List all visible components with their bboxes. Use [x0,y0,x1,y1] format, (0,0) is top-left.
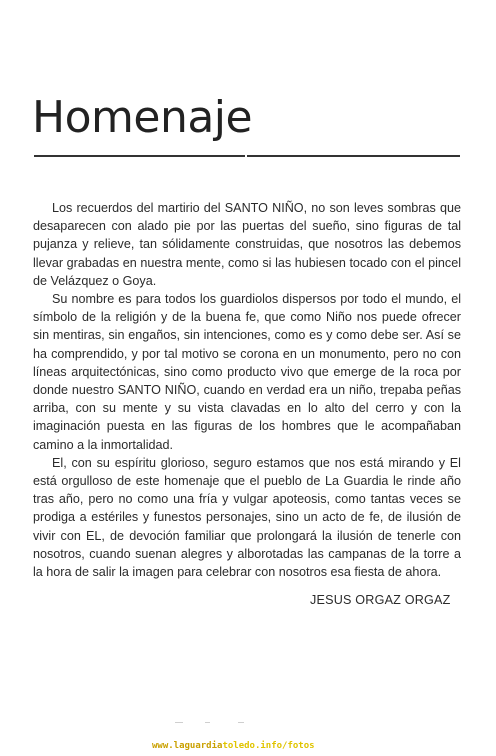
paragraph-1: Los recuerdos del martirio del SANTO NIÑO, no son leves sombras que desaparecen con alado pie por las puertas del sueño, sino figuras de tal pujanza y relieve, tan sólidamente construidas, que nosotros las debemos llevar grabadas en nuestra mente, como si las hubiesen tocado con el pincel de Velázquez o Goya. [33,201,461,288]
article-body [33,199,461,581]
paragraph-3: El, con su espíritu glorioso, seguro estamos que nos está mirando y El está orgulloso de este homenaje que el pueblo de La Guardia le rinde año tras año, pero no como una fría y vulgar apoteosis, como tantas veces se prodiga a estériles y funestos personajes, sino un acto de fe, de ilusión de vivir con EL, de devoción familiar que prolongará la ilusión de tenerle con nosotros, cuando suenan alegres y alborotadas las campanas de la torre a la hora de salir la imagen para celebrar con nosotros esa fiesta de ahora. [33,455,461,580]
page-title: Homenaje [32,92,253,143]
scan-speck [238,722,244,723]
scan-speck [205,722,210,723]
author-signature: JESUS ORGAZ ORGAZ [310,593,451,607]
watermark-url-part1: www.laguardia [152,741,223,751]
title-underline-right [247,155,460,157]
watermark-url-part2: toledo.info/fotos [222,741,315,751]
watermark-url[interactable] [152,741,315,752]
title-underline-left [34,155,245,157]
paragraph-2: Su nombre es para todos los guardiolos dispersos por todo el mundo, el símbolo de la religión y de la buena fe, que como Niño nos puede ofrecer sin mentiras, sin engaños, sin intenciones, como es y como debe ser. Así se ha comprendido, y por tal motivo se corona en un monumento, pero no con líneas arquitectónicas, sino como producto vivo que emerge de la roca por donde nuestro SANTO NIÑO, cuando en verdad era un niño, trepaba peñas arriba, con su mente y su vista clavadas en lo alto del cerro y con la imaginación puesta en las figuras de los hombres que le acompañaban camino a la inmortalidad. [33,292,461,452]
scan-speck [175,722,183,723]
